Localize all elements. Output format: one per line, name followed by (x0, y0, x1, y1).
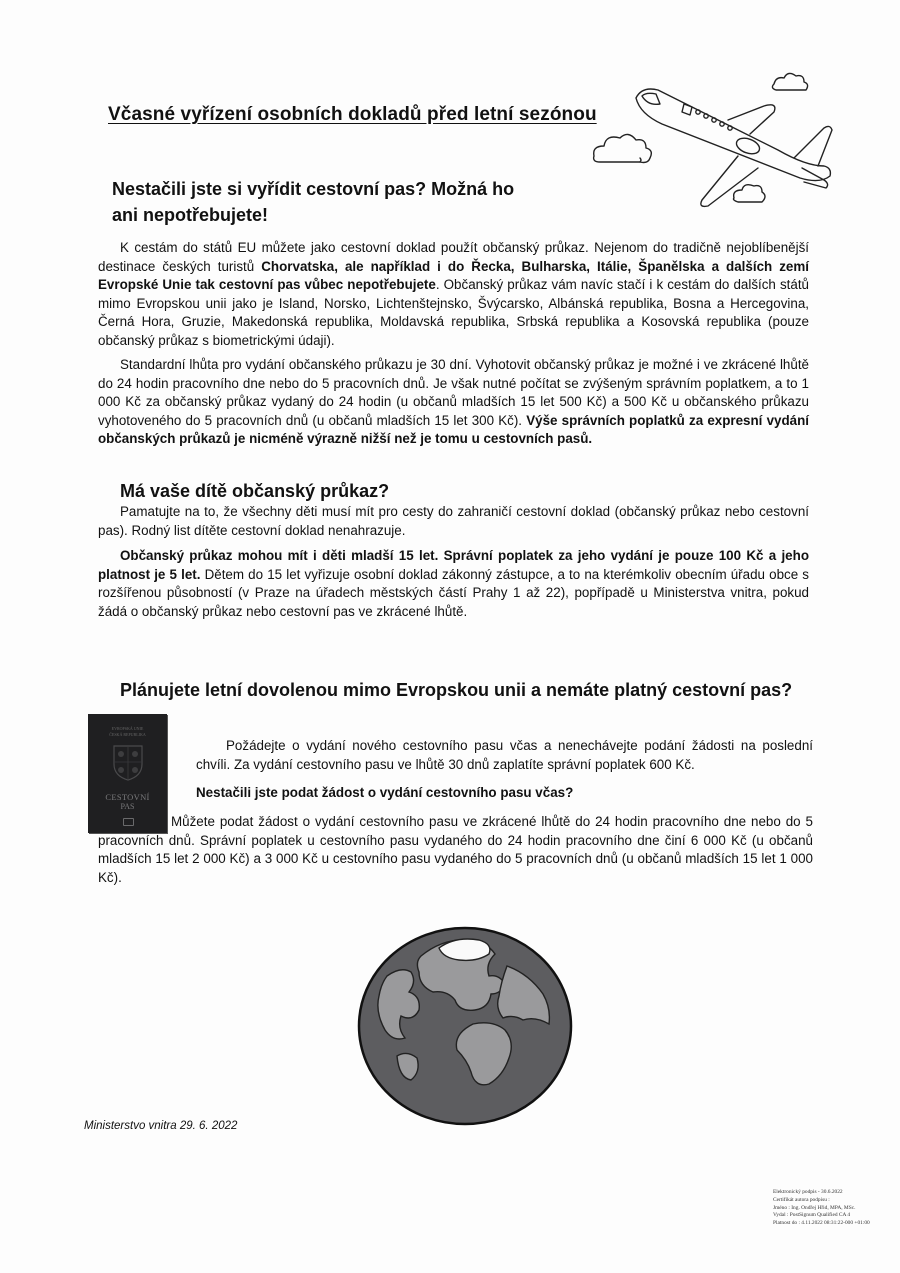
passport-label2: PAS (120, 802, 135, 811)
section3-subheading: Nestačili jste podat žádost o vydání cestovního pasu včas? (196, 785, 574, 800)
section2-paragraph2: Občanský průkaz mohou mít i děti mladší 15 let. Správní poplatek za jeho vydání je pouze 100 Kč a jeho platnost je 5 let. Dětem do 15 let vyřizuje osobní doklad zákonný zástupce, a to na kterémkoliv obecním úřadu obce s rozšířenou působností (v Praze na úřadech městských částí Prahy 1 až 22), popřípadě u Ministerstva vnitra, pokud žádá o občanský průkaz nebo cestovní pas ve zkrácené lhůtě. (98, 548, 809, 619)
section3-paragraph2: Můžete podat žádost o vydání cestovního pasu ve zkrácené lhůtě do 24 hodin pracovního dne nebo do 5 pracovních dnů. Správní poplatek u cestovního pasu vydaného do 24 hodin pracovního dne činí 6 000 Kč (u občanů mladších 15 let 2 000 Kč) a 3 000 Kč u cestovního pasu vydaného do 5 pracovních dnů (u občanů mladších 15 let 1 000 Kč). (98, 814, 813, 885)
signature-line: Jméno : Ing. Ondřej Hřid, MPA, MSc. (773, 1204, 856, 1211)
section2-heading: Má vaše dítě občanský průkaz? (120, 481, 390, 501)
section1-heading: Nestačili jste si vyřídit cestovní pas? Možná ho ani nepotřebujete! (112, 179, 515, 225)
signature-line: Vydal : PostSignum Qualified CA 4 (773, 1212, 851, 1219)
passport-label: CESTOVNÍ (105, 792, 150, 802)
page-title: Včasné vyřízení osobních dokladů před letní sezónou (108, 104, 597, 125)
section1-paragraph2: Standardní lhůta pro vydání občanského průkazu je 30 dní. Vyhotovit občanský průkaz je možné i ve zkrácené lhůtě do 24 hodin pracovního dne nebo do 5 pracovních dnů. Je však nutné počítat se zvýšeným správním poplatkem, a to 1 000 Kč za občanský průkaz vydaný do 24 hodin (u občanů mladších 15 let 500 Kč) a 500 Kč u občanského průkazu vyhotoveného do 5 pracovních dnů (u občanů mladších 15 let 300 Kč). Výše správních poplatků za expresní vydání občanských průkazů je nicméně výrazně nižší než je tomu u cestovních pasů. (98, 357, 809, 446)
passport-header-line2: ČESKÁ REPUBLIKA (109, 732, 146, 737)
section2-paragraph1: Pamatujte na to, že všechny děti musí mít pro cesty do zahraničí cestovní doklad (občanský průkaz nebo cestovní pas). Rodný list dítěte cestovní doklad nenahrazuje. (98, 504, 809, 538)
globe-illustration (357, 926, 573, 1126)
airplane-illustration (588, 66, 848, 216)
signature-line: Certifikát autora podpisu : (773, 1196, 830, 1203)
coat-of-arms-icon (112, 744, 144, 782)
electronic-signature (773, 1189, 873, 1228)
passport-header-line1: EVROPSKÁ UNIE (111, 726, 144, 731)
signature-line: Platnost do : 4.11.2022 08:31:22-000 +01:00 (773, 1220, 870, 1227)
footer-date: Ministerstvo vnitra 29. 6. 2022 (84, 1120, 238, 1132)
signature-line: Elektronický podpis - 30.6.2022 (773, 1189, 843, 1195)
section1-paragraph1: K cestám do států EU můžete jako cestovní doklad použít občanský průkaz. Nejenom do tradičně nejoblíbenější destinace českých turistů Chorvatska, ale například i do Řecka, Bulharska, Itálie, Španělska a dalších zemí Evropské Unie tak cestovní pas vůbec nepotřebujete. Občanský průkaz vám navíc stačí i k cestám do dalších států mimo Evropskou unii jako je Island, Norsko, Lichtenštejnsko, Švýcarsko, Albánská republika, Bosna a Hercegovina, Černá Hora, Gruzie, Makedonská republika, Moldavská republika, Srbská republika a Kosovská republika (pouze občanský průkaz s biometrickými údaji). (98, 240, 810, 348)
section3-paragraph1: Požádejte o vydání nového cestovního pasu včas a nenechávejte podání žádosti na poslední chvíli. Za vydání cestovního pasu ve lhůtě 30 dnů zaplatíte správní poplatek 600 Kč. (196, 738, 813, 772)
section3-heading: Plánujete letní dovolenou mimo Evropskou unii a nemáte platný cestovní pas? (120, 680, 793, 700)
